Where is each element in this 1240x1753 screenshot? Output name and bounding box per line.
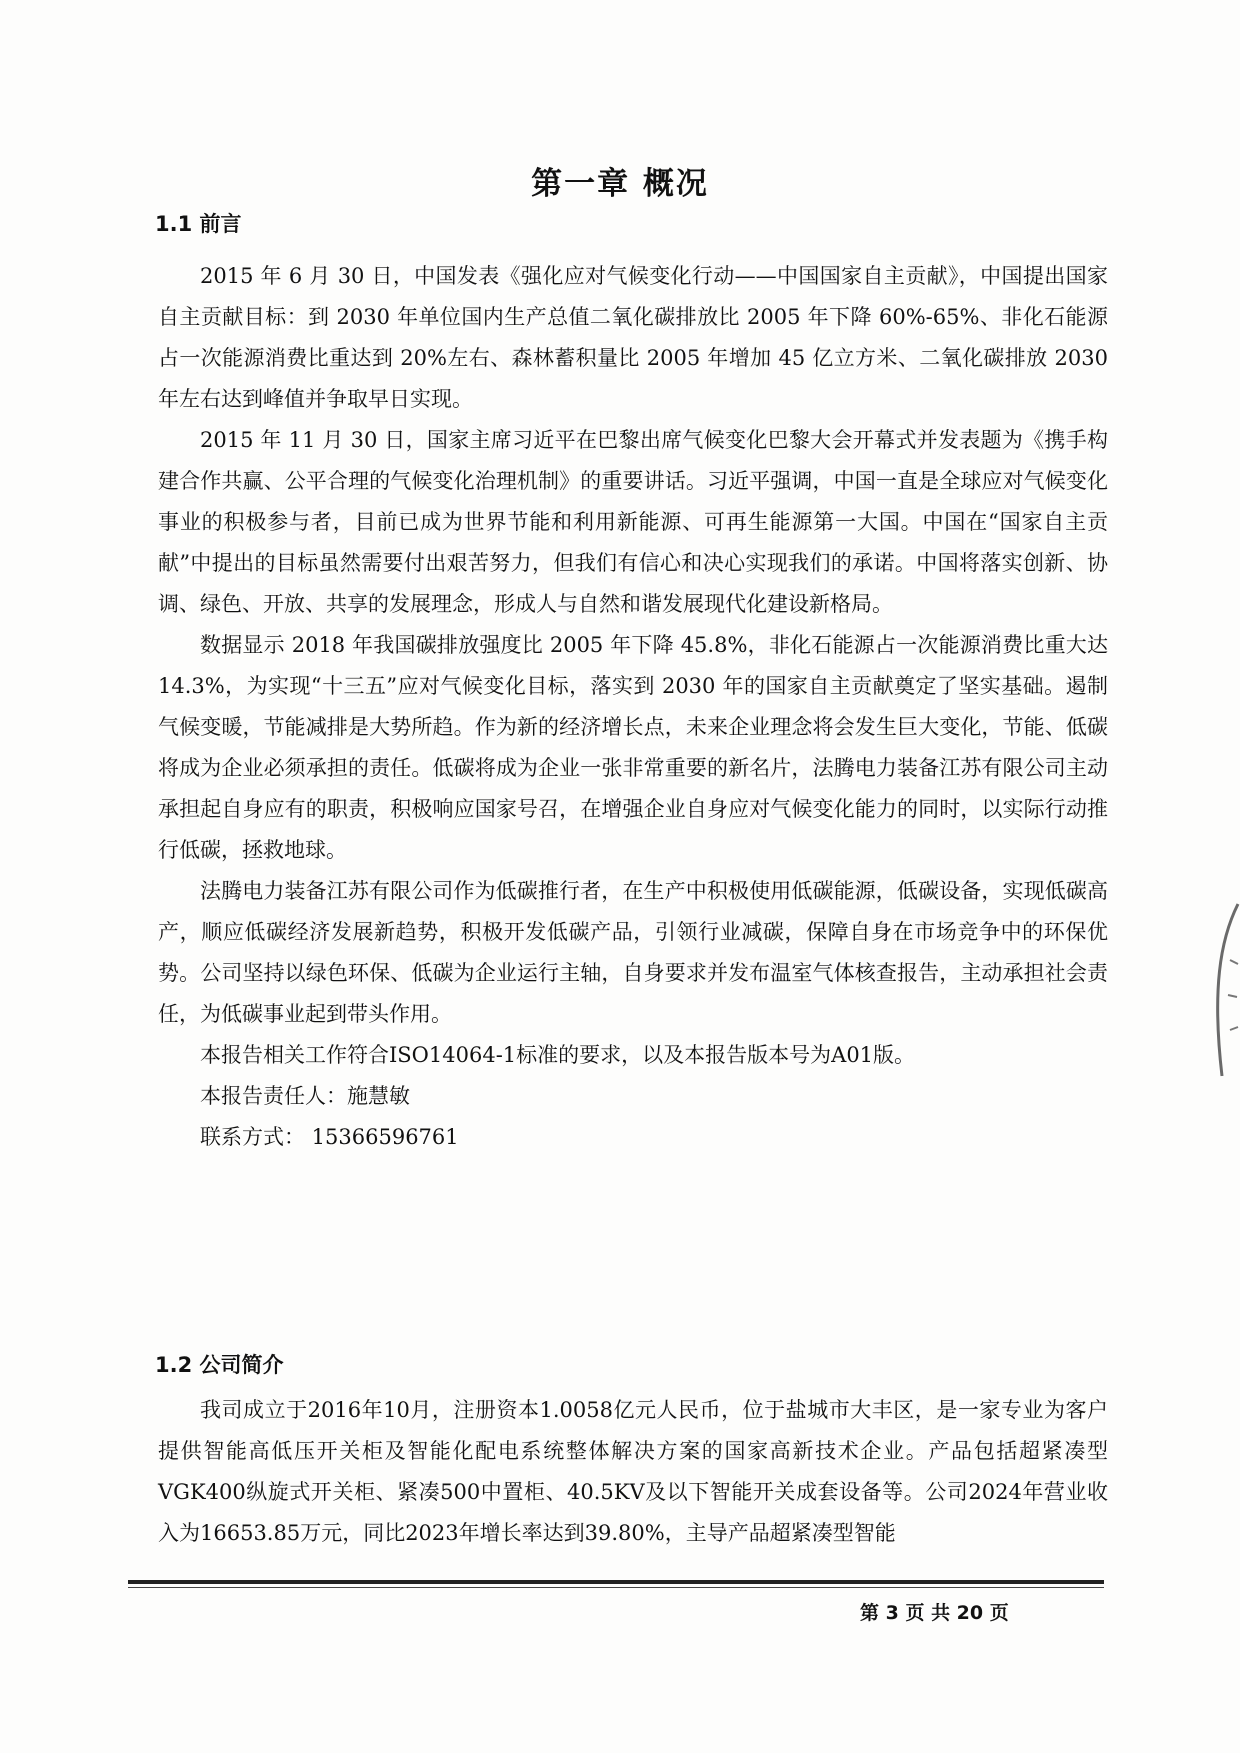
- page-number: 第 3 页 共 20 页: [860, 1602, 1009, 1624]
- chapter-title: 第一章 概况: [531, 166, 709, 202]
- paragraph: 2015 年 6 月 30 日，中国发表《强化应对气候变化行动——中国国家自主贡献》，中国提出国家自主贡献目标：到 2030 年单位国内生产总值二氧化碳排放比 2005 年下降 60%-65%、非化石能源占一次能源消费比重达到 20%左右、森林蓄积量比 2005 年增加 45 亿立方米、二氧化碳排放 2030 年左右达到峰值并争取早日实现。: [158, 264, 1108, 411]
- paragraph: 法腾电力装备江苏有限公司作为低碳推行者，在生产中积极使用低碳能源，低碳设备，实现低碳高产，顺应低碳经济发展新趋势，积极开发低碳产品，引领行业减碳，保障自身在市场竞争中的环保优势。公司坚持以绿色环保、低碳为企业运行主轴，自身要求并发布温室气体核查报告，主动承担社会责任，为低碳事业起到带头作用。: [158, 879, 1108, 1026]
- preface-body: [158, 256, 1108, 1158]
- section-heading-preface: 1.1 前言: [155, 212, 242, 236]
- footer-divider-thin: [128, 1587, 1104, 1588]
- seal-stamp-fragment-icon: [1200, 900, 1240, 1080]
- company-profile-body: [158, 1390, 1108, 1554]
- footer-divider-thick: [128, 1580, 1104, 1584]
- paragraph: 本报告相关工作符合ISO14064-1标准的要求，以及本报告版本号为A01版。: [200, 1043, 916, 1067]
- paragraph: 联系方式： 15366596761: [200, 1125, 459, 1149]
- paragraph: 2015 年 11 月 30 日，国家主席习近平在巴黎出席气候变化巴黎大会开幕式并发表题为《携手构建合作共赢、公平合理的气候变化治理机制》的重要讲话。习近平强调，中国一直是全球应对气候变化事业的积极参与者，目前已成为世界节能和利用新能源、可再生能源第一大国。中国在“国家自主贡献”中提出的目标虽然需要付出艰苦努力，但我们有信心和决心实现我们的承诺。中国将落实创新、协调、绿色、开放、共享的发展理念，形成人与自然和谐发展现代化建设新格局。: [158, 428, 1108, 616]
- paragraph: 数据显示 2018 年我国碳排放强度比 2005 年下降 45.8%，非化石能源占一次能源消费比重大达 14.3%，为实现“十三五”应对气候变化目标，落实到 2030 年的国家自主贡献奠定了坚实基础。遏制气候变暖，节能减排是大势所趋。作为新的经济增长点，未来企业理念将会发生巨大变化，节能、低碳将成为企业必须承担的责任。低碳将成为企业一张非常重要的新名片，法腾电力装备江苏有限公司主动承担起自身应有的职责，积极响应国家号召，在增强企业自身应对气候变化能力的同时，以实际行动推行低碳，拯救地球。: [158, 633, 1108, 862]
- section-heading-company-profile: 1.2 公司简介: [155, 1353, 284, 1377]
- paragraph: 本报告责任人：施慧敏: [200, 1084, 410, 1108]
- paragraph: 我司成立于2016年10月，注册资本1.0058亿元人民币，位于盐城市大丰区，是一家专业为客户提供智能高低压开关柜及智能化配电系统整体解决方案的国家高新技术企业。产品包括超紧凑型VGK400纵旋式开关柜、紧凑500中置柜、40.5KV及以下智能开关成套设备等。公司2024年营业收入为16653.85万元，同比2023年增长率达到39.80%，主导产品超紧凑型智能: [158, 1398, 1108, 1545]
